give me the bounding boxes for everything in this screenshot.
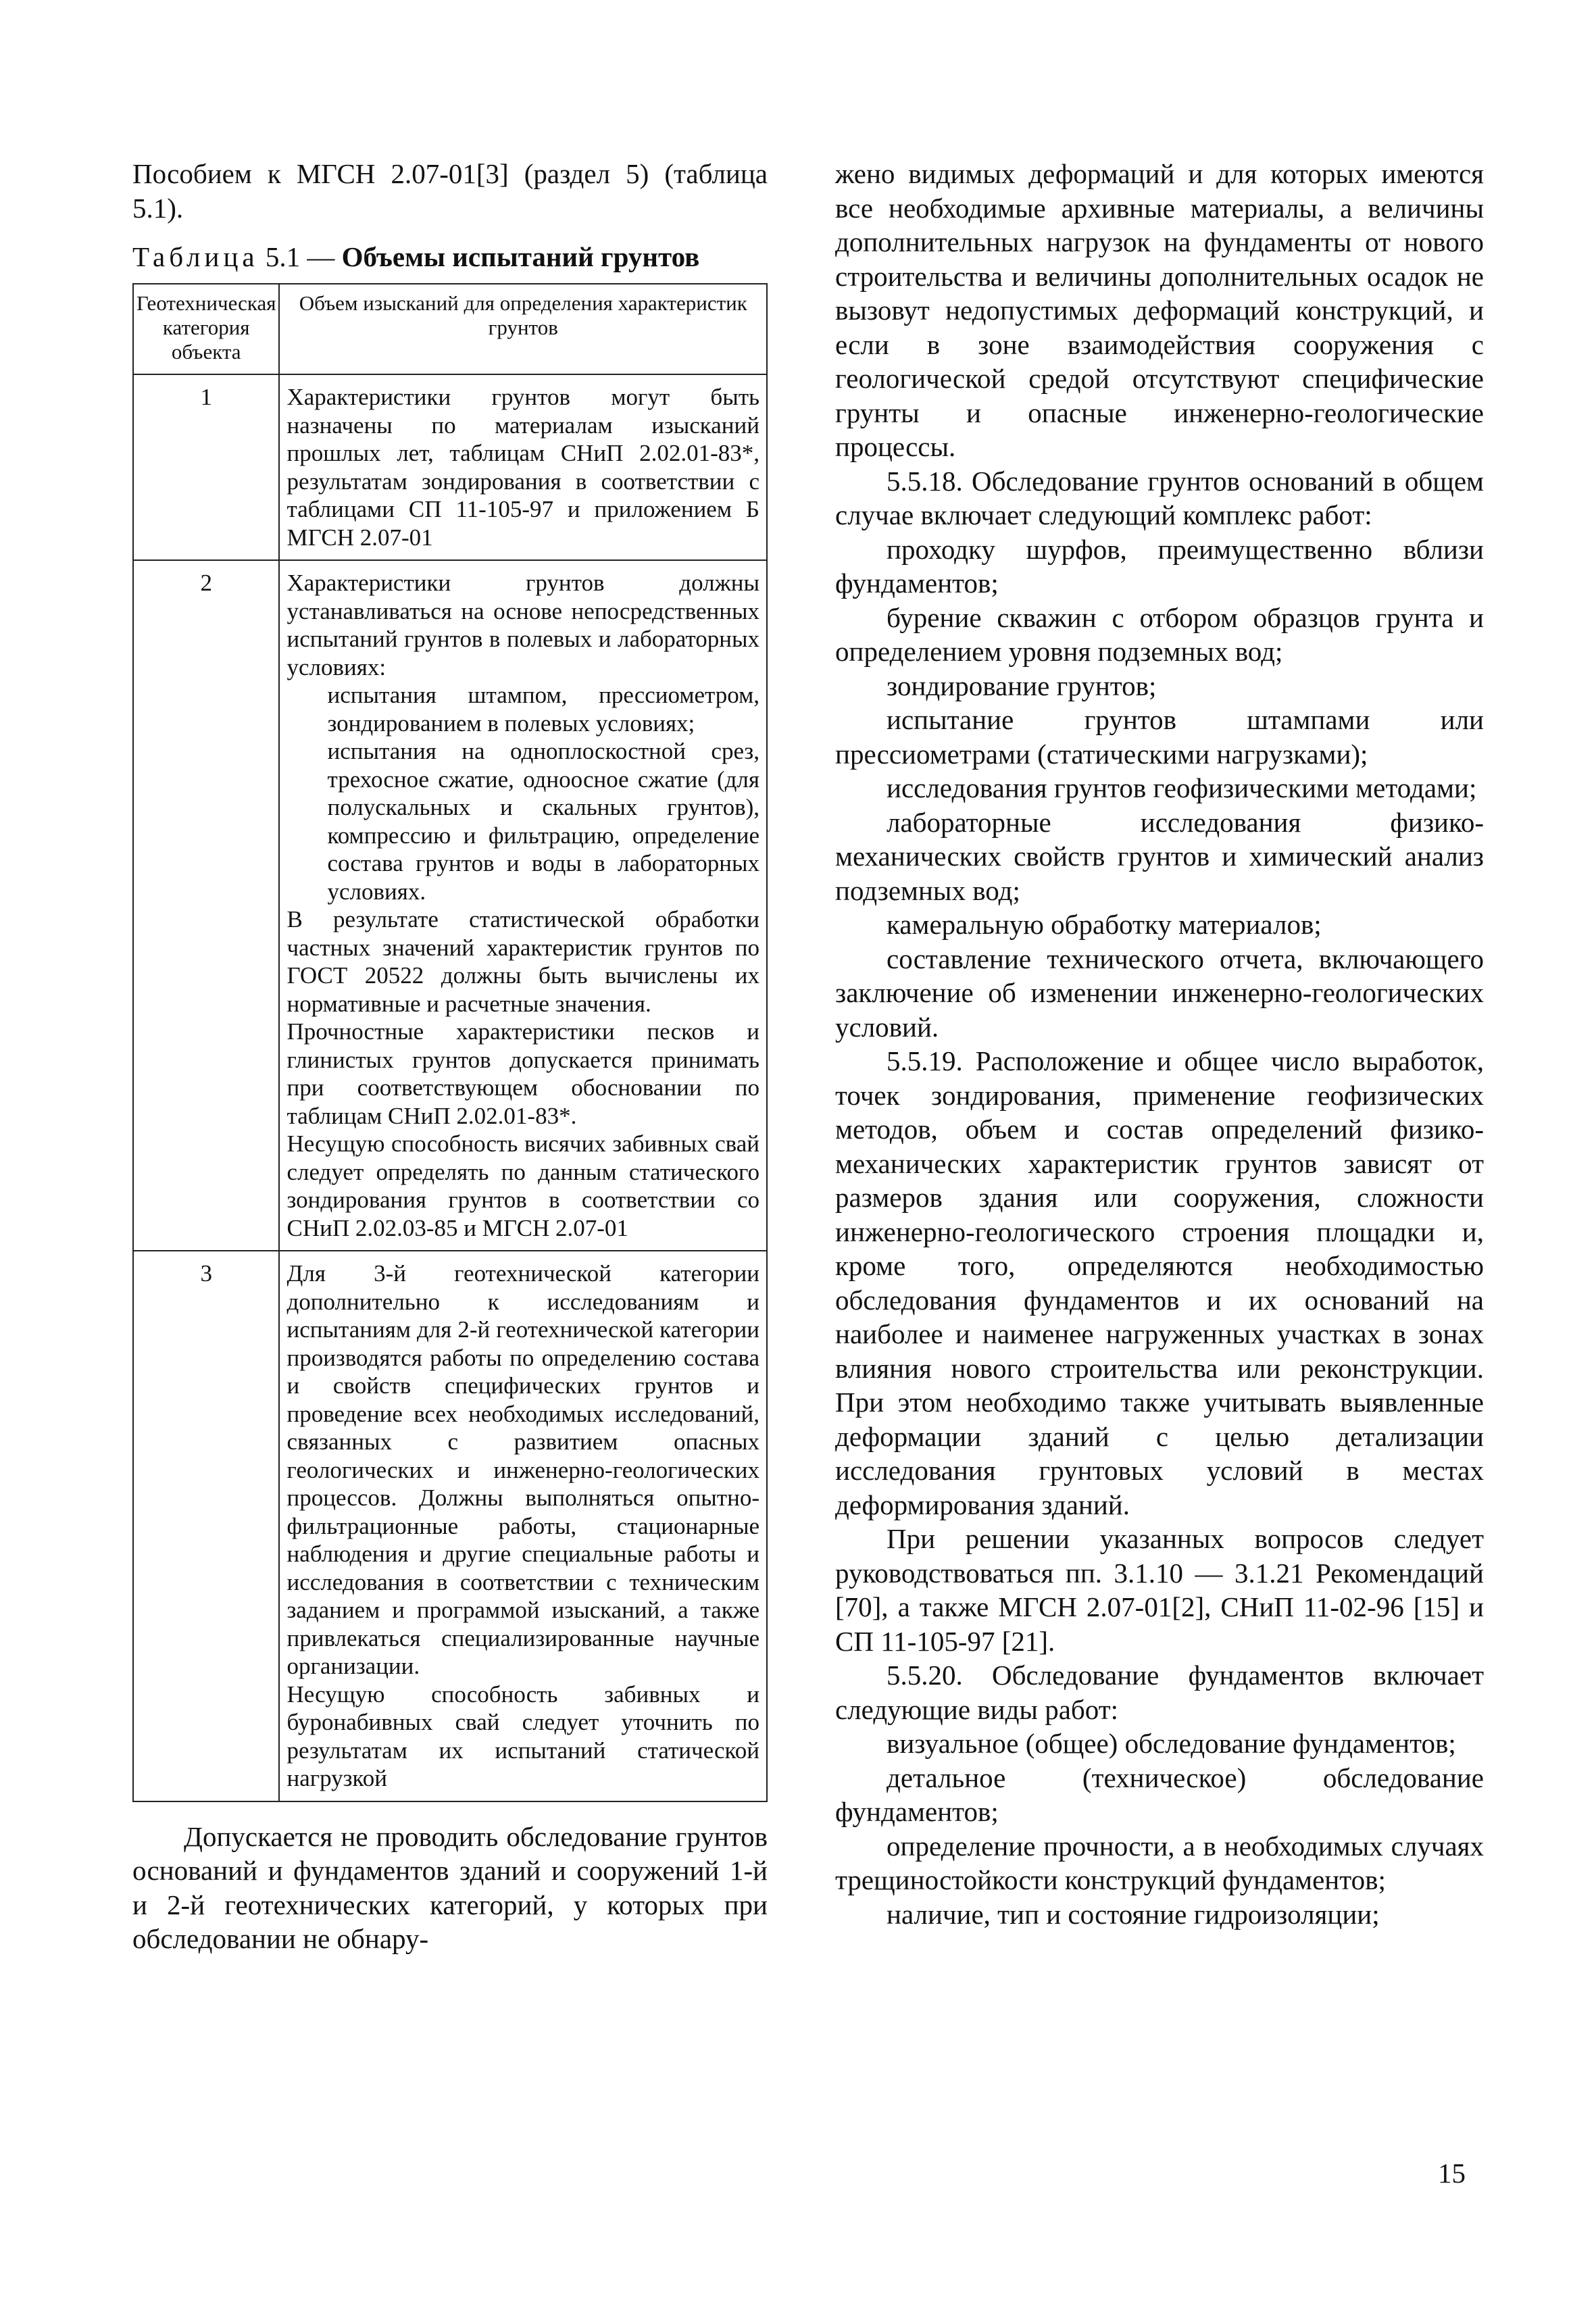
scope-paragraph: Несущую способность висячих забивных свай следует определять по данным статического зондирования грунтов в соответствии со СНиП 2.02.03-85 и МГСН 2.07-01	[286, 1130, 759, 1241]
row-category: 3	[133, 1251, 279, 1801]
table-header-row	[133, 284, 767, 374]
right-column	[835, 157, 1484, 1931]
row-category: 1	[133, 374, 279, 560]
page-number: 15	[1438, 2158, 1466, 2189]
intro-paragraph: Пособием к МГСН 2.07-01[3] (раздел 5) (таблица 5.1).	[132, 158, 768, 224]
left-column	[132, 157, 768, 1956]
row-category: 2	[133, 560, 279, 1251]
body-paragraph: 5.5.20. Обследование фундаментов включает следующие виды работ:	[835, 1660, 1484, 1725]
table-body	[133, 374, 767, 1801]
header-category: Геотехническая категория объекта	[133, 284, 279, 374]
body-paragraph: 5.5.19. Расположение и общее число выработок, точек зондирования, применение геофизических методов, объем и состав определений физико-механических характеристик грунтов зависят от размеров здания или сооружения, сложности инженерно-геологического строения площадки и, кроме того, определяются необходимостью обследования фундаментов и их оснований на наиболее и наименее нагруженных участках в зонах влияния нового строительства или реконструкции. При этом необходимо также учитывать выявленные деформации зданий с целью детализации исследования грунтовых условий в местах деформирования зданий.	[835, 1045, 1484, 1520]
scope-paragraph: испытания штампом, прессиометром, зондированием в полевых условиях;	[327, 682, 759, 737]
body-paragraph: зондирование грунтов;	[887, 670, 1157, 701]
table-caption-label: Таблица	[132, 241, 259, 272]
body-paragraph: исследования грунтов геофизическими методами;	[887, 772, 1477, 803]
body-paragraph: составление технического отчета, включающего заключение об изменении инженерно-геологических условий.	[835, 943, 1484, 1043]
body-paragraph: 5.5.18. Обследование грунтов оснований в общем случае включает следующий комплекс работ:	[835, 465, 1484, 530]
table-row	[133, 374, 767, 560]
scope-paragraph: испытания на одноплоскостной срез, трехосное сжатие, одноосное сжатие (для полускальных и скальных грунтов), компрессию и фильтрацию, определение состава грунтов и воды в лабораторных условиях.	[327, 738, 759, 905]
body-paragraph: камеральную обработку материалов;	[887, 909, 1322, 940]
body-paragraph: наличие, тип и состояние гидроизоляции;	[887, 1898, 1380, 1930]
scope-paragraph: Прочностные характеристики песков и глинистых грунтов допускается принимать при соответствующем обосновании по таблицам СНиП 2.02.01-83*.	[286, 1018, 759, 1129]
table-row	[133, 1251, 767, 1801]
scope-paragraph: Для 3-й геотехнической категории дополнительно к исследованиям и испытаниям для 2-й геотехнической категории производятся работы по определению состава и свойств специфических грунтов и проведение всех необходимых исследований, связанных с развитием опасных геологических и инженерно-геологических процессов. Должны выполняться опытно-фильтрационные работы, стационарные наблюдения и другие специальные работы и исследования в соответствии с техническим заданием и программой изысканий, а также привлекаться специализированные научные организации.	[286, 1260, 759, 1679]
table-caption-title: Объемы испытаний грунтов	[341, 241, 700, 272]
row-scope	[279, 1251, 767, 1801]
body-paragraph: детальное (техническое) обследование фундаментов;	[835, 1762, 1484, 1827]
body-paragraph: проходку шурфов, преимущественно вблизи фундаментов;	[835, 533, 1484, 599]
scope-paragraph: В результате статистической обработки частных значений характеристик грунтов по ГОСТ 20522 должны быть вычислены их нормативные и расчетные значения.	[286, 906, 759, 1017]
body-paragraph: бурение скважин с отбором образцов грунта и определением уровня подземных вод;	[835, 601, 1484, 667]
scope-paragraph: Характеристики грунтов могут быть назначены по материалам изысканий прошлых лет, таблицам СНиП 2.02.01-83*, результатам зондирования в соответствии с таблицами СП 11-105-97 и приложением Б МГСН 2.07-01	[286, 384, 759, 551]
row-scope	[279, 374, 767, 560]
row-scope	[279, 560, 767, 1251]
after-table-paragraph: Допускается не проводить обследование грунтов оснований и фундаментов зданий и сооружений 1-й и 2-й геотехнических категорий, у которых при обследовании не обнару-	[132, 1820, 768, 1954]
table-caption	[132, 240, 768, 274]
scope-paragraph: Характеристики грунтов должны устанавливаться на основе непосредственных испытаний грунтов в полевых и лабораторных условиях:	[286, 570, 759, 680]
body-paragraph: определение прочности, а в необходимых случаях трещиностойкости конструкций фундаментов;	[835, 1830, 1484, 1895]
body-paragraph: При решении указанных вопросов следует руководствоваться пп. 3.1.10 — 3.1.21 Рекомендаций [70], а также МГСН 2.07-01[2], СНиП 11-02-96 [15] и СП 11-105-97 [21].	[835, 1523, 1484, 1657]
body-paragraph: испытание грунтов штампами или прессиометрами (статическими нагрузками);	[835, 704, 1484, 770]
header-scope: Объем изысканий для определения характеристик грунтов	[279, 284, 767, 374]
soil-tests-table	[132, 283, 768, 1802]
scope-paragraph: Несущую способность забивных и буронабивных свай следует уточнить по результатам их испытаний статической нагрузкой	[286, 1681, 759, 1791]
table-caption-number: 5.1 —	[265, 241, 335, 272]
body-paragraph: жено видимых деформаций и для которых имеются все необходимые архивные материалы, а величины дополнительных нагрузок на фундаменты от нового строительства и величины дополнительных осадок не вызовут недопустимых деформаций конструкций, и если в зоне взаимодействия сооружения с геологической средой отсутствуют специфические грунты и опасные инженерно-геологические процессы.	[835, 158, 1484, 462]
body-paragraph: лабораторные исследования физико-механических свойств грунтов и химический анализ подземных вод;	[835, 806, 1484, 906]
body-paragraph: визуальное (общее) обследование фундаментов;	[887, 1728, 1456, 1759]
table-row	[133, 560, 767, 1251]
